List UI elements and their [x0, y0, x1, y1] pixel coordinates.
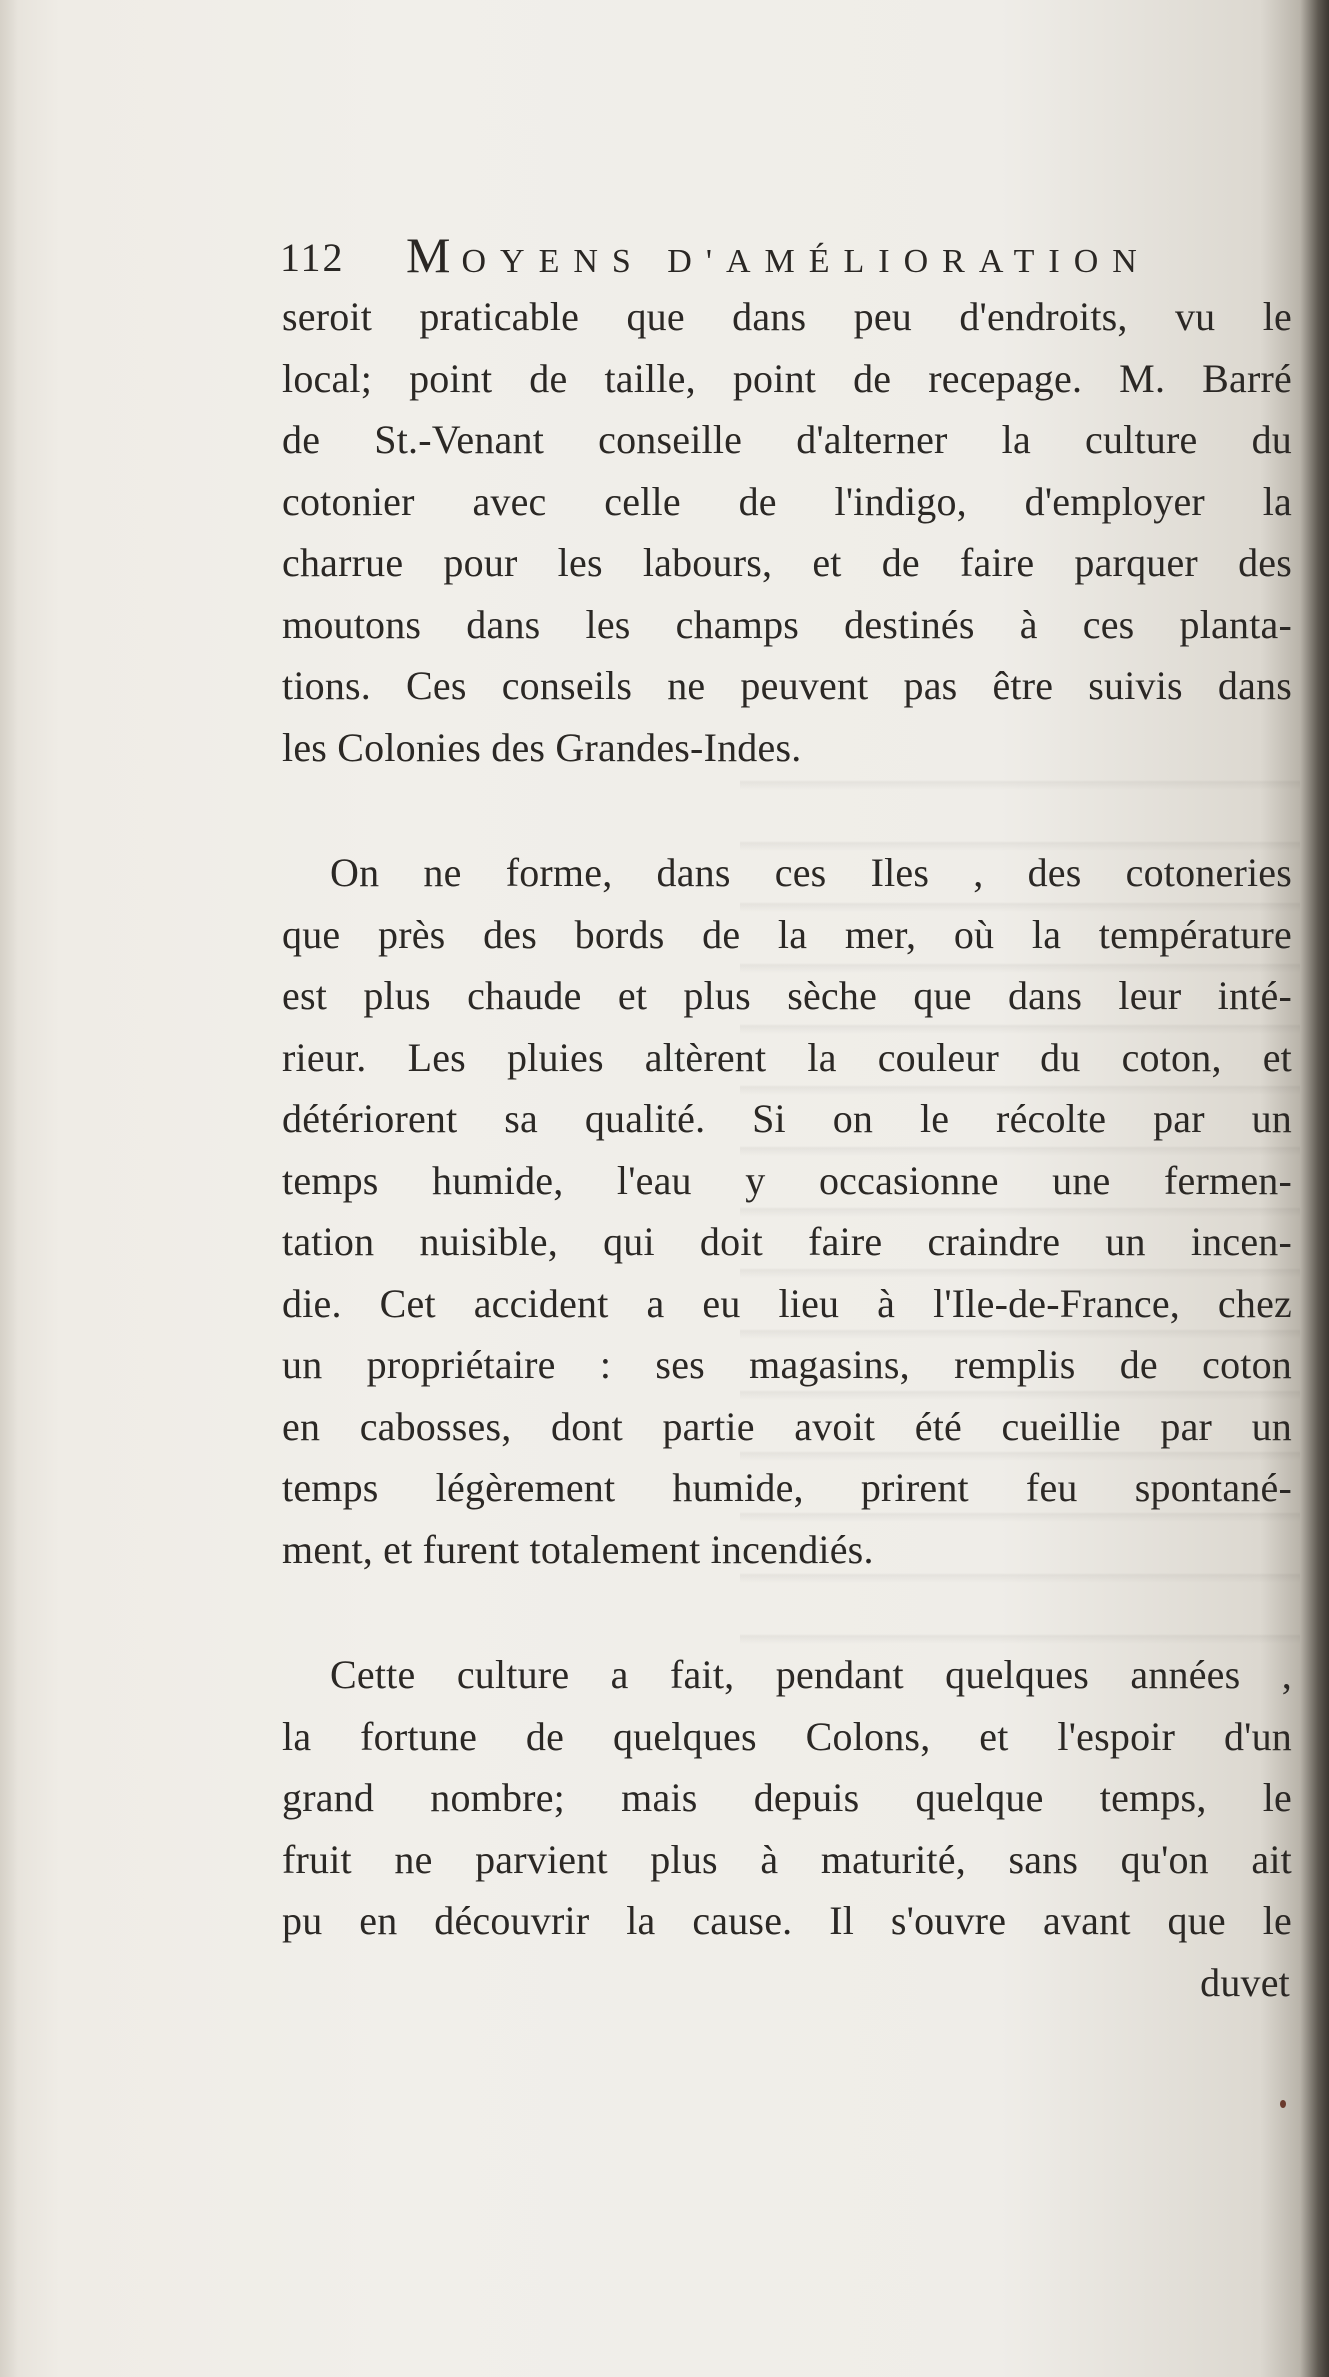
text-line: Cette culture a fait, pendant quelques années ,: [330, 1652, 1292, 1697]
text-line: la fortune de quelques Colons, et l'espoir d'un: [282, 1713, 1292, 1759]
text-line: en cabosses, dont partie avoit été cueillie par un: [282, 1403, 1292, 1449]
body-text: [282, 286, 1292, 2013]
text-line: de St.-Venant conseille d'alterner la culture du: [282, 417, 1292, 462]
text-line: tions. Ces conseils ne peuvent pas être suivis dans: [282, 663, 1292, 708]
ink-speck: [1280, 2100, 1286, 2108]
text-line: tation nuisible, qui doit faire craindre un incen-: [282, 1219, 1292, 1264]
catchword: duvet: [1200, 1959, 1290, 2005]
text-line: local; point de taille, point de recepage. M. Barré: [282, 355, 1292, 401]
text-line: fruit ne parvient plus à maturité, sans qu'on ait: [282, 1836, 1292, 1882]
running-title-rest: OYENS D'AMÉLIORATION: [461, 243, 1151, 280]
text-line: temps légèrement humide, prirent feu spontané-: [282, 1465, 1292, 1510]
text-line: die. Cet accident a eu lieu à l'Ile-de-France, chez: [282, 1280, 1292, 1326]
text-line: les Colonies des Grandes-Indes.: [282, 724, 802, 770]
running-header: [280, 226, 1160, 286]
text-line: un propriétaire : ses magasins, remplis de coton: [282, 1342, 1292, 1387]
text-line: temps humide, l'eau y occasionne une fermen-: [282, 1157, 1292, 1203]
text-line: pu en découvrir la cause. Il s'ouvre avant que le: [282, 1898, 1292, 1943]
page-number: 112: [280, 235, 345, 280]
text-line: charrue pour les labours, et de faire parquer des: [282, 540, 1292, 585]
text-line: que près des bords de la mer, où la température: [282, 911, 1292, 957]
text-line: détériorent sa qualité. Si on le récolte par un: [282, 1096, 1292, 1141]
text-line: On ne forme, dans ces Iles , des cotoneries: [330, 850, 1292, 895]
text-line: cotonier avec celle de l'indigo, d'employer la: [282, 478, 1292, 524]
running-title: [406, 226, 1151, 284]
running-title-initial: M: [406, 227, 462, 283]
text-line: ment, et furent totalement incendiés.: [282, 1526, 874, 1572]
text-line: seroit praticable que dans peu d'endroits, vu le: [282, 294, 1292, 339]
paragraph-gap: [282, 778, 1292, 842]
paragraph-gap: [282, 1580, 1292, 1644]
text-line: rieur. Les pluies altèrent la couleur du coton, et: [282, 1034, 1292, 1080]
text-line: moutons dans les champs destinés à ces planta-: [282, 601, 1292, 647]
text-line: est plus chaude et plus sèche que dans leur inté-: [282, 973, 1292, 1018]
text-line: grand nombre; mais depuis quelque temps, le: [282, 1775, 1292, 1820]
